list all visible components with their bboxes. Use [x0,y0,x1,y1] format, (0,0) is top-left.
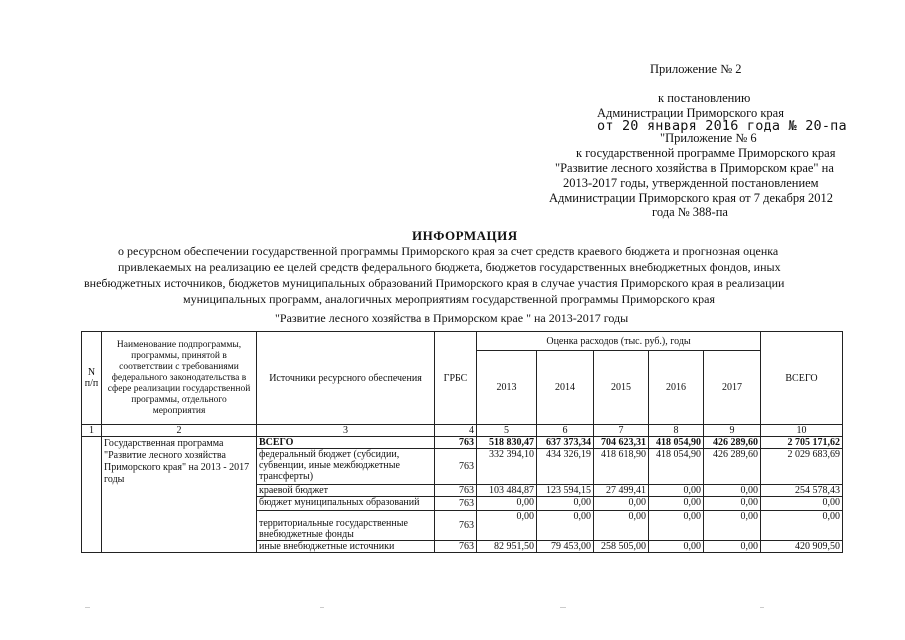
program-name-label: "Развитие лесного хозяйства в Приморском крае" на [555,161,834,175]
grbs-cell: 763 [435,449,477,485]
value-2016: 0,00 [649,541,704,553]
grbs-cell: 763 [435,511,477,541]
col-number: 6 [537,425,594,437]
value-2013: 332 394,10 [477,449,537,485]
grbs-cell: 763 [435,437,477,449]
value-2016: 0,00 [649,497,704,511]
value-2015: 258 505,00 [594,541,649,553]
col-number: 2 [102,425,257,437]
col-number: 4 [435,425,477,437]
value-2017: 0,00 [704,497,761,511]
source-cell: федеральный бюджет (субсидии, субвенции, иные межбюджетные трансферты) [257,449,435,485]
value-2015: 704 623,31 [594,437,649,449]
value-2013: 82 951,50 [477,541,537,553]
source-cell: ВСЕГО [257,437,435,449]
subtitle-line-2: привлекаемых на реализацию ее целей средств федерального бюджета, бюджетов государственных внебюджетных фондов, иных [118,260,781,274]
value-2017: 0,00 [704,511,761,541]
resource-table [81,331,843,553]
table-row [82,437,843,449]
grbs-cell: 763 [435,485,477,497]
header-year-2014: 2014 [537,351,594,425]
value-2014: 0,00 [537,497,594,511]
column-number-row [82,425,843,437]
subtitle-line-3: внебюджетных источников, бюджетов муниципальных образований Приморского края в случае участия Приморского края в реализации [84,276,785,290]
value-2013: 518 830,47 [477,437,537,449]
value-total: 420 909,50 [761,541,843,553]
header-year-2017: 2017 [704,351,761,425]
header-sources: Источники ресурсного обеспечения [257,332,435,425]
source-cell: краевой бюджет [257,485,435,497]
value-2014: 637 373,34 [537,437,594,449]
value-2016: 418 054,90 [649,437,704,449]
value-2015: 27 499,41 [594,485,649,497]
value-2015: 0,00 [594,511,649,541]
date-stamp: от 20 января 2016 года № 20-па [597,118,847,134]
value-2014: 79 453,00 [537,541,594,553]
subtitle-line-4: муниципальных программ, аналогичных мероприятиям государственной программы Приморского края [183,292,716,306]
value-2015: 418 618,90 [594,449,649,485]
years-approved-label: 2013-2017 годы, утвержденной постановлением [563,176,819,190]
header-grbs: ГРБС [435,332,477,425]
value-2015: 0,00 [594,497,649,511]
subtitle-line-1: о ресурсном обеспечении государственной программы Приморского края за счет средств краевого бюджета и прогнозная оценка [118,244,779,258]
value-2014: 123 594,15 [537,485,594,497]
header-estimate: Оценка расходов (тыс. руб.), годы [477,332,761,351]
col-number: 8 [649,425,704,437]
administration-label: Администрации Приморского края [597,106,784,120]
col-number: 1 [82,425,102,437]
header-name: Наименование подпрограммы, программы, принятой в соответствии с требованиями федерального законодательства в сфере реализации государственной программы, отдельного мероприятия [102,332,257,425]
value-2014: 434 326,19 [537,449,594,485]
value-2014: 0,00 [537,511,594,541]
value-2013: 103 484,87 [477,485,537,497]
appendix-label: Приложение № 2 [650,62,742,76]
grbs-cell: 763 [435,541,477,553]
col-number: 5 [477,425,537,437]
year-number-label: года № 388-па [652,205,728,219]
grbs-cell: 763 [435,497,477,511]
value-2013: 0,00 [477,497,537,511]
value-total: 0,00 [761,511,843,541]
to-resolution-label: к постановлению [658,91,751,105]
value-total: 254 578,43 [761,485,843,497]
col-number: 7 [594,425,649,437]
col-number: 9 [704,425,761,437]
header-year-2015: 2015 [594,351,649,425]
value-2016: 0,00 [649,511,704,541]
header-year-2013: 2013 [477,351,537,425]
appendix6-label: "Приложение № 6 [660,131,757,145]
value-2016: 418 054,90 [649,449,704,485]
header-num: N п/п [82,332,102,425]
value-2016: 0,00 [649,485,704,497]
subtitle-line-5: "Развитие лесного хозяйства в Приморском крае " на 2013-2017 годы [275,311,629,325]
value-total: 2 029 683,69 [761,449,843,485]
col-number: 3 [257,425,435,437]
scan-artifact [0,607,905,608]
col-number: 10 [761,425,843,437]
program-name-cell: Государственная программа "Развитие лесного хозяйства Приморского края" на 2013 - 2017 годы [102,437,257,553]
value-2013: 0,00 [477,511,537,541]
source-cell: территориальные государственные внебюджетные фонды [257,511,435,541]
value-total: 0,00 [761,497,843,511]
value-2017: 426 289,60 [704,449,761,485]
header-total: ВСЕГО [761,332,843,425]
row-number-cell [82,437,102,553]
value-total: 2 705 171,62 [761,437,843,449]
source-cell: бюджет муниципальных образований [257,497,435,511]
value-2017: 0,00 [704,541,761,553]
value-2017: 426 289,60 [704,437,761,449]
value-2017: 0,00 [704,485,761,497]
to-program-label: к государственной программе Приморского края [576,146,836,160]
source-cell: иные внебюджетные источники [257,541,435,553]
admin-date-label: Администрации Приморского края от 7 декабря 2012 [549,191,833,205]
document-heading: ИНФОРМАЦИЯ [412,228,518,243]
header-year-2016: 2016 [649,351,704,425]
